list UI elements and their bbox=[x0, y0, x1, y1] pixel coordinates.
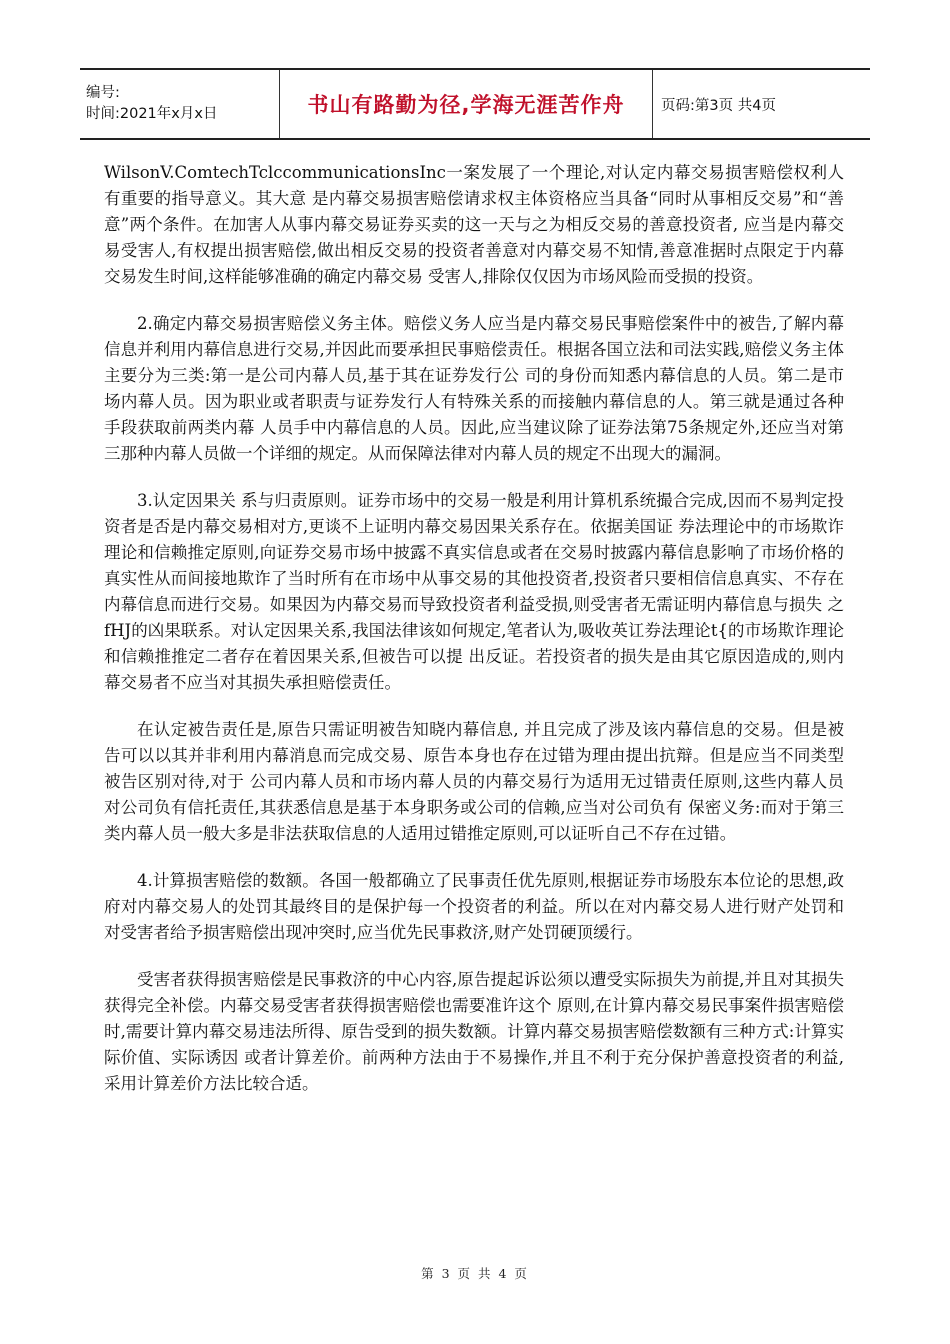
document-number-label: 编号: bbox=[86, 85, 120, 101]
body-paragraph: WilsonV.ComtechTclccommunicationsInc一案发展了一个理论,对认定内幕交易损害赔偿权利人有重要的指导意义。其大意 是内幕交易损害赔偿请求权主体资格应当具备“同时从事相反交易”和“善意”两个条件。在加害人从事内幕交易证券买卖的这一天与之为相反交易的善意投资者, 应当是内幕交易受害人,有权提出损害赔偿,做出相反交易的投资者善意对内幕交易不知情,善意准据时点限定于内幕交易发生时间,这样能够准确的确定内幕交易 受害人,排除仅仅因为市场风险而受损的投资。 bbox=[104, 163, 844, 286]
body-paragraph: 受害者获得损害赔偿是民事救济的中心内容,原告提起诉讼须以遭受实际损失为前提,并且对其损失获得完全补偿。内幕交易受害者获得损害赔偿也需要准许这个 原则,在计算内幕交易民事案件损害赔偿时,需要计算内幕交易违法所得、原告受到的损失数额。计算内幕交易损害赔偿数额有三种方式:计算实际价值、实际诱因 或者计算差价。前两种方法由于不易操作,并且不利于充分保护善意投资者的利益,采用计算差价方法比较合适。 bbox=[104, 970, 844, 1093]
body-paragraph: 3.认定因果关 系与归责原则。证券市场中的交易一般是利用计算机系统撮合完成,因而不易判定投资者是否是内幕交易相对方,更谈不上证明内幕交易因果关系存在。依据美国证 券法理论中的市场欺诈理论和信赖推定原则,向证券交易市场中披露不真实信息或者在交易时披露内幕信息影响了市场价格的真实性从而间接地欺诈了当时所有在市场中从事交易的其他投资者,投资者只要相信信息真实、不存在内幕信息而进行交易。如果因为内幕交易而导致投资者利益受损,则受害者无需证明内幕信息与损失 之fHJ的凶果联系。对认定因果关系,我国法律该如何规定,笔者认为,吸收英讧券法理论t{的市场欺诈理论和信赖推推定二者存在着因果关系,但被告可以提 出反证。若投资者的损失是由其它原因造成的,则内幕交易者不应当对其损失承担赔偿责任。 bbox=[104, 491, 844, 692]
body-paragraph: 2.确定内幕交易损害赔偿义务主体。赔偿义务人应当是内幕交易民事赔偿案件中的被告,了解内幕 信息并利用内幕信息进行交易,并因此而要承担民事赔偿责任。根据各国立法和司法实践,赔偿义务主体主要分为三类:第一是公司内幕人员,基于其在证券发行公 司的身份而知悉内幕信息的人员。第二是市场内幕人员。因为职业或者职责与证券发行人有特殊关系的而接触内幕信息的人。第三就是通过各种手段获取前两类内幕 人员手中内幕信息的人员。因此,应当建议除了证券法第75条规定外,还应当对第三那种内幕人员做一个详细的规定。从而保障法律对内幕人员的规定不出现大的漏洞。 bbox=[104, 314, 844, 463]
header-motto-cell bbox=[279, 70, 653, 138]
header-info-cell bbox=[80, 70, 279, 138]
body-paragraph: 4.计算损害赔偿的数额。各国一般都确立了民事责任优先原则,根据证券市场股东本位论的思想,政府对内幕交易人的处罚其最终目的是保护每一个投资者的利益。所以在对内幕交易人进行财产处罚和对受害者给予损害赔偿出现冲突时,应当优先民事救济,财产处罚硬顶缓行。 bbox=[104, 871, 844, 942]
header-page-cell bbox=[653, 70, 870, 138]
body-paragraph: 在认定被告责任是,原告只需证明被告知晓内幕信息, 并且完成了涉及该内幕信息的交易。但是被告可以以其并非利用内幕消息而完成交易、原告本身也存在过错为理由提出抗辩。但是应当不同类型被告区别对待,对于 公司内幕人员和市场内幕人员的内幕交易行为适用无过错责任原则,这些内幕人员对公司负有信托责任,其获悉信息是基于本身职务或公司的信赖,应当对公司负有 保密义务:而对于第三类内幕人员一般大多是非法获取信息的人适用过错推定原则,可以证听自己不存在过错。 bbox=[104, 720, 844, 843]
page-footer: 第 3 页 共 4 页 bbox=[421, 1266, 529, 1281]
page-header bbox=[80, 68, 870, 140]
document-time-label: 时间:2021年x月x日 bbox=[86, 106, 218, 122]
header-motto: 书山有路勤为径,学海无涯苦作舟 bbox=[307, 93, 625, 117]
document-body bbox=[104, 160, 844, 1118]
header-page-number: 页码:第3页 共4页 bbox=[661, 97, 776, 114]
